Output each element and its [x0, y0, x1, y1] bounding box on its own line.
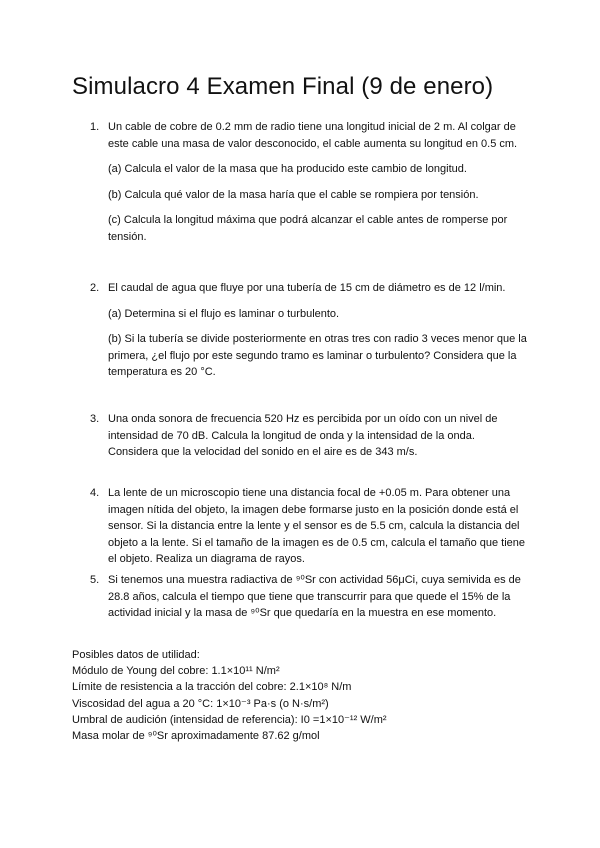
question-part-a: (a) Determina si el flujo es laminar o turbulento.	[108, 307, 340, 320]
useful-data-line: Umbral de audición (intensidad de referencia): I0 =1×10⁻¹² W/m²	[72, 713, 387, 726]
question-number: 5.	[90, 574, 100, 586]
question-part-b: (b) Calcula qué valor de la masa haría que el cable se rompiera por tensión.	[108, 188, 479, 201]
question-text: El caudal de agua que fluye por una tubería de 15 cm de diámetro es de 12 l/min.	[108, 282, 506, 294]
question-part-b: (b) Si la tubería se divide posteriormente en otras tres con radio 3 veces menor que la primera, ¿el flujo por este segundo tramo es laminar o turbulento? Considera que la temperatura es 20 °C.	[108, 333, 527, 378]
useful-data-line: Masa molar de ⁹⁰Sr aproximadamente 87.62 g/mol	[72, 730, 320, 743]
page-title: Simulacro 4 Examen Final (9 de enero)	[72, 73, 494, 100]
question-number: 3.	[90, 413, 100, 425]
question-number: 4.	[90, 487, 100, 499]
question-2	[90, 280, 528, 381]
useful-data-line: Límite de resistencia a la tracción del cobre: 2.1×10⁸ N/m	[72, 681, 352, 694]
question-text: Una onda sonora de frecuencia 520 Hz es percibida por un oído con un nivel de intensidad de 70 dB. Calcula la longitud de onda y la intensidad de la onda. Considera que la velocidad del sonido en el aire es de 343 m/s.	[108, 413, 498, 458]
question-number: 1.	[90, 121, 100, 133]
useful-data-heading: Posibles datos de utilidad:	[72, 649, 200, 661]
question-part-a: (a) Calcula el valor de la masa que ha producido este cambio de longitud.	[108, 163, 467, 175]
question-5	[90, 572, 528, 622]
question-part-c: (c) Calcula la longitud máxima que podrá alcanzar el cable antes de romperse por tensión.	[108, 214, 508, 243]
useful-data-line: Módulo de Young del cobre: 1.1×10¹¹ N/m²	[72, 665, 280, 678]
useful-data	[72, 647, 387, 744]
question-text: Si tenemos una muestra radiactiva de ⁹⁰Sr con actividad 56μCi, cuya semivida es de 28.8 años, calcula el tiempo que tiene que transcurrir para que quede el 15% de la actividad inicial y la masa de ⁹⁰Sr que quedaría en la muestra en ese momento.	[108, 574, 521, 619]
useful-data-line: Viscosidad del agua a 20 °C: 1×10⁻³ Pa·s (o N·s/m²)	[72, 697, 329, 710]
question-3	[90, 411, 528, 461]
question-text: La lente de un microscopio tiene una distancia focal de +0.05 m. Para obtener una imagen nítida del objeto, la imagen debe formarse justo en la posición donde está el sensor. Si la distancia entre la lente y el sensor es de 5.5 cm, calcula la distancia del objeto a la lente. Si el tamaño de la imagen es de 0.5 cm, calcula el tamaño que tiene el objeto. Realiza un diagrama de rayos.	[108, 487, 526, 565]
question-4	[90, 485, 528, 568]
question-number: 2.	[90, 282, 100, 294]
question-text: Un cable de cobre de 0.2 mm de radio tiene una longitud inicial de 2 m. Al colgar de este cable una masa de valor desconocido, el cable aumenta su longitud en 0.5 cm.	[108, 121, 518, 150]
question-1	[90, 119, 528, 245]
